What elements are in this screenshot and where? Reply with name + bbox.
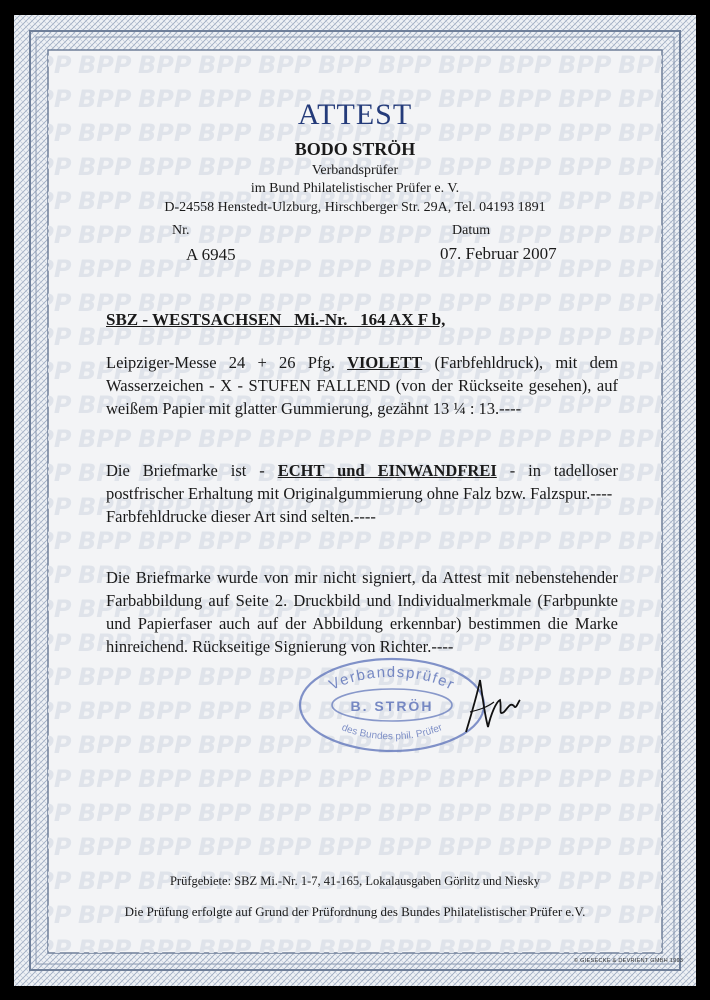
description-text-a: Leipziger-Messe 24 + 26 Pfg. <box>106 353 348 372</box>
color-name: VIOLETT <box>347 353 423 372</box>
item-heading: SBZ - WESTSACHSEN Mi.-Nr. 164 AX F b, <box>106 310 446 329</box>
stamp-bottom-text: des Bundes phil. Prüfer <box>340 722 445 743</box>
examiner-role: Verbandsprüfer <box>311 163 399 178</box>
signature-note <box>106 566 618 658</box>
verdict: ECHT und EINWANDFREI <box>277 461 497 480</box>
date-label: Datum <box>452 223 491 238</box>
association-line: im Bund Philatelistischer Prüfer e. V. <box>250 181 460 196</box>
certificate-date: 07. Februar 2007 <box>440 244 557 263</box>
examination-scope: Prüfgebiete: SBZ Mi.-Nr. 1-7, 41-165, Lokalausgaben Görlitz und Niesky <box>169 874 541 888</box>
certificate-number: A 6945 <box>186 245 236 264</box>
stamp-description <box>106 351 618 420</box>
number-label: Nr. <box>172 223 190 238</box>
certificate-title: ATTEST <box>297 98 413 131</box>
signature-note-text: Die Briefmarke wurde von mir nicht signiert, da Attest mit nebenstehender Farbabbildung auf Seite 2. Druckbild und Individualmerkmale (Farbpunkte und Papierfaser auch auf der Abbildung erkennbar) bestimmen die Marke hinreichend. Rückseitige Signierung von Richter.---- <box>106 568 618 656</box>
description-text-c: (Farbfehldruck), mit dem Wasserzeichen - X - STUFEN FALLEND (von der Rückseite gesehen), auf weißem Papier mit glatter Gummierung, gezähnt 13 ¼ : 13.---- <box>106 353 619 418</box>
statement-text-a: Die Briefmarke ist - <box>106 461 278 480</box>
address-line: D-24558 Henstedt-Ulzburg, Hirschberger Str. 29A, Tel. 04193 1891 <box>164 200 546 215</box>
stamp-top-text: Verbandsprüfer <box>326 663 458 694</box>
examiner-name: BODO STRÖH <box>294 139 416 159</box>
rarity-note: Farbfehldrucke dieser Art sind selten.---- <box>106 507 376 526</box>
examination-rules: Die Prüfung erfolgte auf Grund der Prüfordnung des Bundes Philatelistischer Prüfer e.V. <box>124 904 586 919</box>
stamp-name: B. STRÖH <box>350 698 434 714</box>
printer-imprint: © GIESECKE & DEVRIENT GMBH 1993 <box>574 958 684 964</box>
svg-text:des Bundes phil. Prüfer <box>340 722 445 742</box>
statement-text-c: - in tadelloser postfrischer Erhaltung mit Originalgummierung ohne Falz bzw. Falzspur.---- <box>106 461 618 503</box>
handwritten-signature <box>458 672 528 742</box>
authenticity-statement <box>106 459 618 528</box>
